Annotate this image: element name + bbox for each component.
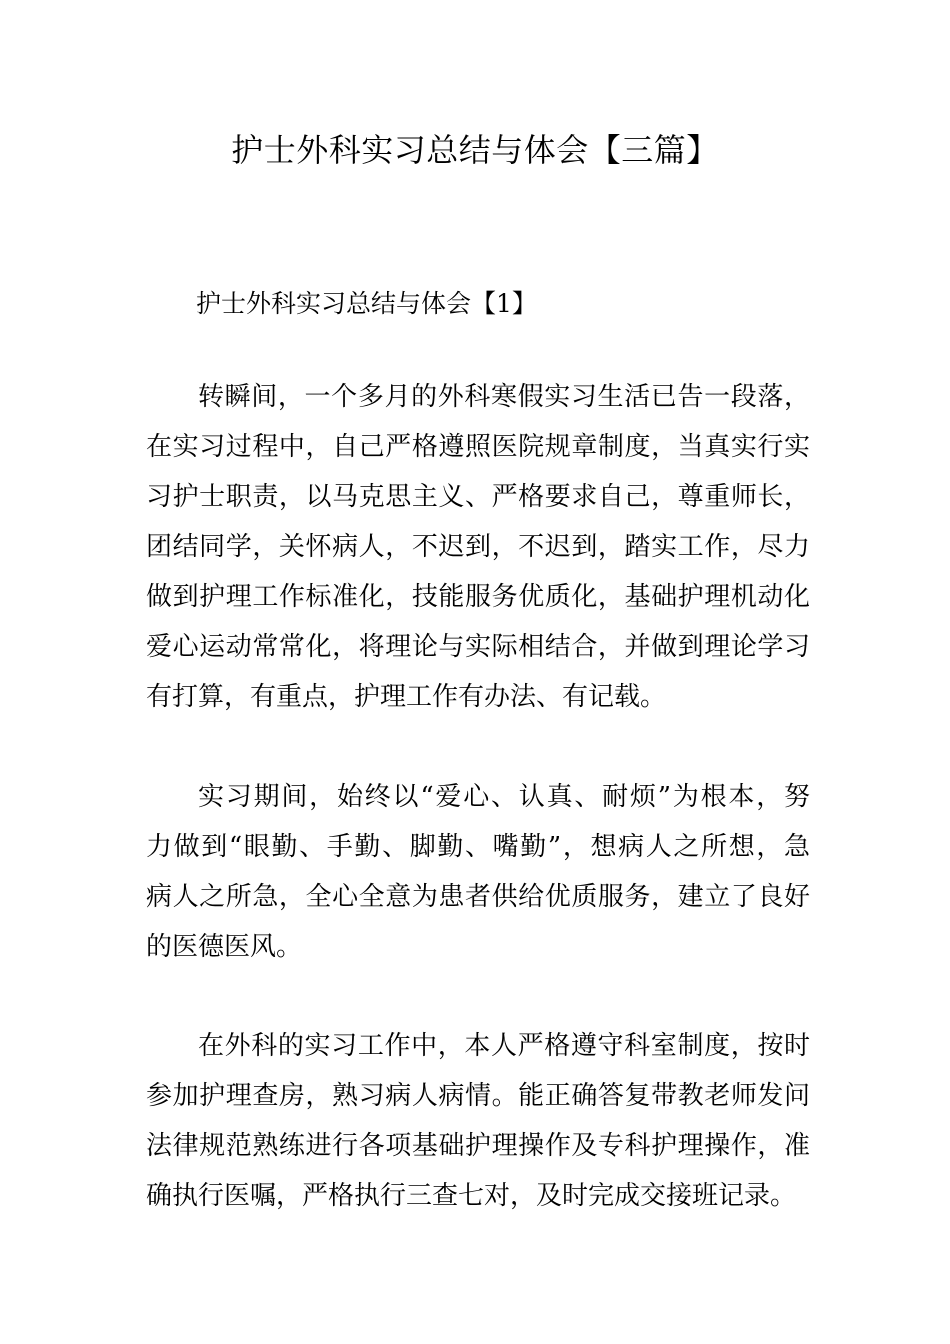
- paragraph-1: [146, 372, 810, 722]
- section-heading: 护士外科实习总结与体会【1】: [196, 289, 537, 318]
- paragraph-line: 法律规范熟练进行各项基础护理操作及专科护理操作，准: [146, 1131, 810, 1161]
- paragraph-line: 在外科的实习工作中，本人严格遵守科室制度，按时: [198, 1031, 810, 1061]
- paragraph-line: 确执行医嘱，严格执行三查七对，及时完成交接班记录。: [146, 1181, 797, 1211]
- paragraph-line: 病人之所急，全心全意为患者供给优质服务，建立了良好: [146, 882, 810, 912]
- paragraph-line: 爱心运动常常化，将理论与实际相结合，并做到理论学习: [146, 632, 810, 662]
- paragraph-line: 参加护理查房，熟习病人病情。能正确答复带教老师发问: [146, 1081, 810, 1111]
- paragraph-2: [146, 772, 810, 972]
- paragraph-line: 做到护理工作标准化，技能服务优质化，基础护理机动化: [146, 582, 810, 612]
- paragraph-line: 实习期间，始终以“爱心、认真、耐烦”为根本，努: [198, 782, 810, 812]
- paragraph-line: 有打算，有重点，护理工作有办法、有记载。: [146, 682, 667, 712]
- paragraph-line: 转瞬间，一个多月的外科寒假实习生活已告一段落，: [198, 382, 810, 412]
- paragraph-line: 在实习过程中，自己严格遵照医院规章制度，当真实行实: [146, 432, 810, 462]
- paragraph-3: [146, 1021, 810, 1221]
- paragraph-line: 力做到“眼勤、手勤、脚勤、嘴勤”，想病人之所想，急: [146, 832, 810, 862]
- paragraph-line: 团结同学，关怀病人，不迟到，不迟到，踏实工作，尽力: [146, 532, 810, 562]
- document-title: 护士外科实习总结与体会【三篇】: [231, 131, 719, 169]
- paragraph-line: 的医德医风。: [146, 932, 303, 962]
- paragraph-line: 习护士职责，以马克思主义、严格要求自己，尊重师长，: [146, 482, 810, 512]
